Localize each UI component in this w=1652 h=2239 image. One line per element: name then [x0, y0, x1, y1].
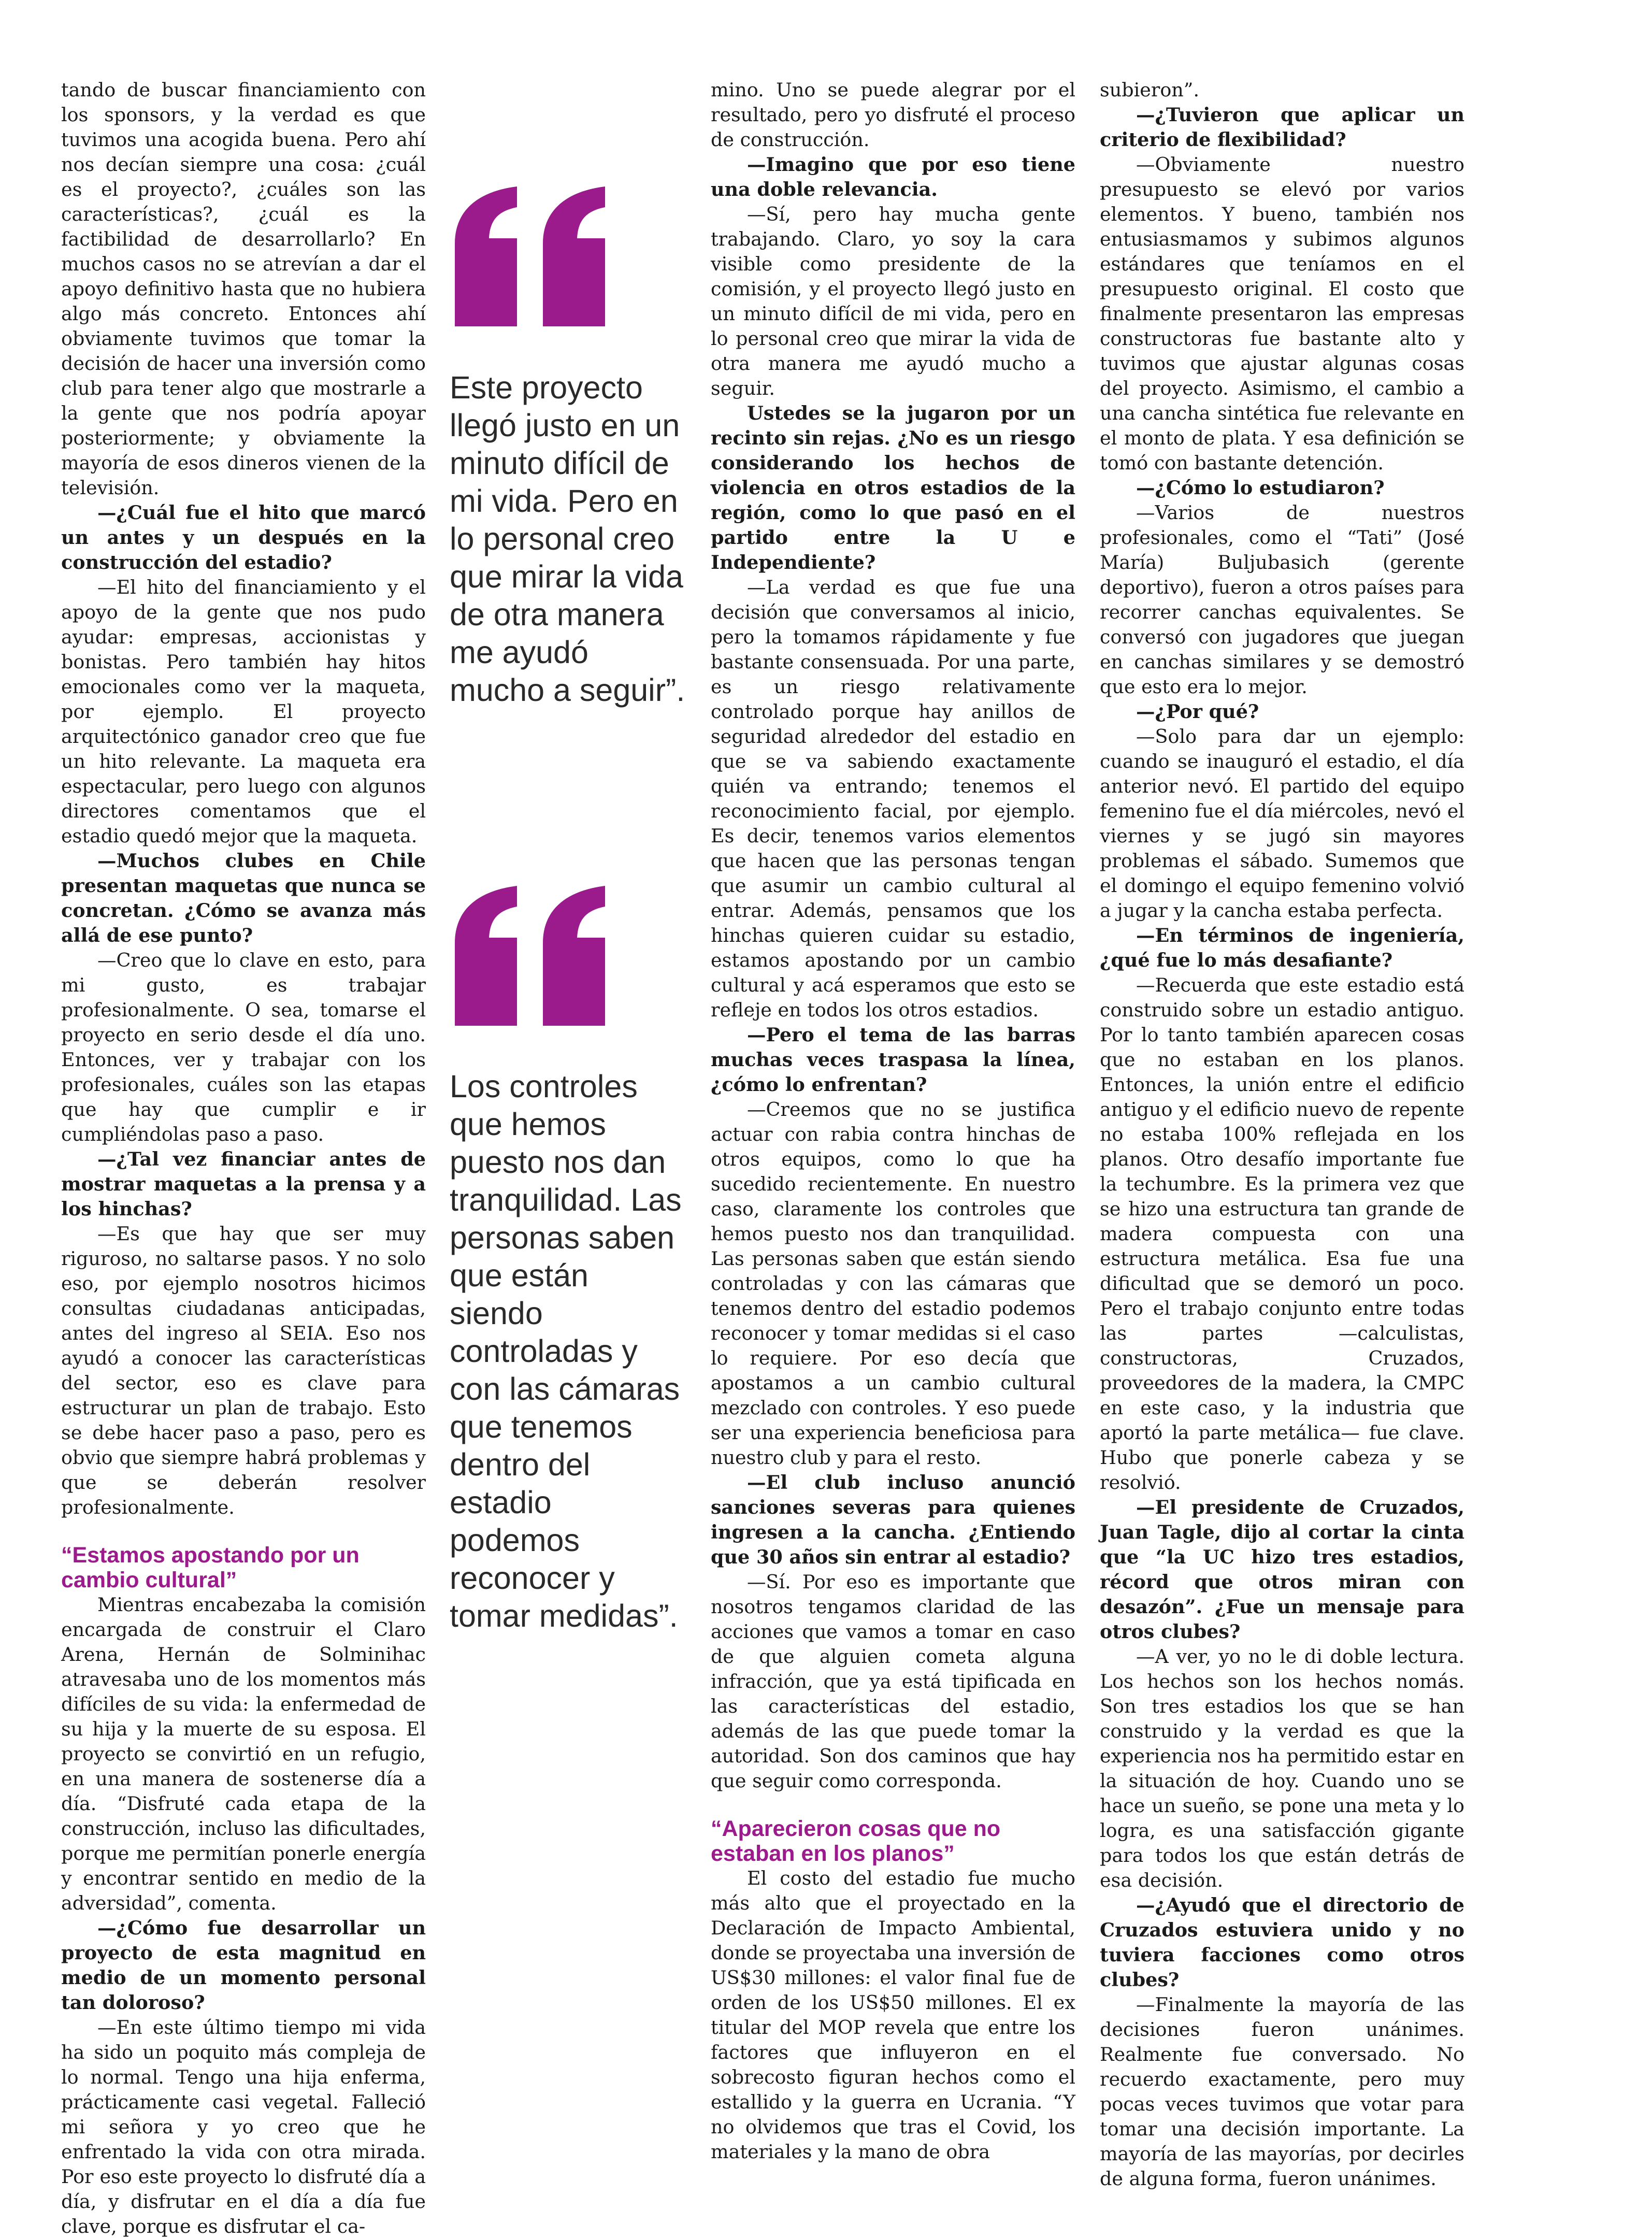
section-subheading: “Aparecieron cosas que no estaban en los planos”: [711, 1816, 1001, 1866]
answer: —La verdad es que fue una decisión que conversamos al inicio, pero la tomamos rápidamente y fue bastante consensuada. Por una parte, es un riesgo relativamente controlado porque hay anillos de seguridad alrededor del estadio en que se va sabiendo exactamente quién va entrando; tenemos el reconocimiento facial, por ejemplo. Es decir, tenemos varios elementos que hacen que las personas tengan que asumir un cambio cultural al entrar. Además, pensamos que los hinchas quieren cuidar su estadio, estamos apostando por un cambio cultural y acá esperamos que esto se refleje en todos los otros estadios.: [711, 576, 1075, 1021]
answer: —Finalmente la mayoría de las decisiones fueron unánimes. Realmente fue conversado. No recuerdo exactamente, pero muy pocas veces tuvimos que votar para tomar una decisión importante. La mayoría de las mayorías, por decirles de alguna forma, fueron unánimes.: [1100, 1993, 1464, 2190]
answer: —Sí, pero hay mucha gente trabajando. Claro, yo soy la cara visible como presidente de la comisión, y el proyecto llegó justo en un minuto difícil de mi vida, pero en lo personal creo que mirar la vida de otra manera me ayudó mucho a seguir.: [711, 203, 1075, 399]
question: —El club incluso anunció sanciones severas para quienes ingresen a la cancha. ¿Entiendo que 30 años sin entrar al estadio?: [711, 1471, 1075, 1568]
question: —¿Cuál fue el hito que marcó un antes y un después en la construcción del estadio?: [61, 501, 426, 573]
question: —¿Tuvieron que aplicar un criterio de flexibilidad?: [1100, 104, 1464, 151]
article-column-3: [711, 78, 1075, 2163]
answer: —Recuerda que este estadio está construido sobre un estadio antiguo. Por lo tanto también aparecen cosas que no estaban en los planos. Entonces, la unión entre el edificio antiguo y el edificio nuevo de repente no estaba 100% reflejada en los planos. Otro desafío importante fue la techumbre. Es la primera vez que se hizo una estructura tan grande de madera compuesta con una estructura metálica. Esa fue una dificultad que se demoró un poco. Pero el trabajo conjunto entre todas las partes —calculistas, constructoras, Cruzados, proveedores de la madera, la CMPC en este caso, y la industria que aportó la parte metálica— fue clave. Hubo que ponerle cabeza y se resolvió.: [1100, 974, 1464, 1494]
pull-quote-2: [450, 1068, 688, 1635]
paragraph: mino. Uno se puede alegrar por el resultado, pero yo disfruté el proceso de construcción.: [711, 79, 1075, 151]
answer: —Es que hay que ser muy riguroso, no saltarse pasos. Y no solo eso, por ejemplo nosotros hicimos consultas ciudadanas anticipadas, antes del ingreso al SEIA. Eso nos ayudó a conocer las características del sector, eso es clave para estructurar un plan de trabajo. Esto se debe hacer paso a paso, pero es obvio que siempre habrá problemas y que se deberán resolver profesionalmente.: [61, 1223, 426, 1518]
pull-quote-text: Los controles que hemos puesto nos dan tranquilidad. Las personas saben que están siendo controladas y con las cámaras que tenemos dentro del estadio podemos reconocer y tomar medidas”.: [450, 1069, 682, 1633]
question: —¿Tal vez financiar antes de mostrar maquetas a la prensa y a los hinchas?: [61, 1148, 426, 1220]
question: —¿Por qué?: [1136, 700, 1259, 723]
question: —¿Ayudó que el directorio de Cruzados estuviera unido y no tuviera facciones como otros clubes?: [1100, 1894, 1464, 1991]
article-column-1: [61, 78, 426, 2237]
question: —El presidente de Cruzados, Juan Tagle, dijo al cortar la cinta que “la UC hizo tres estadios, récord que otros miran con desazón”. ¿Fue un mensaje para otros clubes?: [1100, 1496, 1464, 1643]
question: —En términos de ingeniería, ¿qué fue lo más desafiante?: [1100, 924, 1464, 971]
article-column-4: [1100, 78, 1464, 2190]
section-subheading: “Estamos apostando por un cambio cultural”: [61, 1543, 360, 1592]
quote-mark-icon: [450, 181, 615, 332]
answer: —A ver, yo no le di doble lectura. Los hechos son los hechos nomás. Son tres estadios los que se han construido y la verdad es que la experiencia nos ha permitido estar en la situación de hoy. Cuando uno se hace un sueño, se pone una meta y lo logra, es una satisfacción gigante para todos los que están detrás de esa decisión.: [1100, 1645, 1464, 1891]
question: —Pero el tema de las barras muchas veces traspasa la línea, ¿cómo lo enfrentan?: [711, 1024, 1075, 1096]
paragraph: subieron”.: [1100, 79, 1200, 101]
answer: —Obviamente nuestro presupuesto se elevó por varios elementos. Y bueno, también nos entusiasmamos y subimos algunos estándares que teníamos en el presupuesto original. El costo que finalmente presentaron las empresas constructoras fue bastante alto y tuvimos que ajustar algunas cosas del proyecto. Asimismo, el cambio a una cancha sintética fue relevante en el monto de plata. Y esa definición se tomó con bastante detención.: [1100, 153, 1464, 474]
question: —¿Cómo fue desarrollar un proyecto de esta magnitud en medio de un momento personal tan doloroso?: [61, 1917, 426, 2014]
paragraph: Mientras encabezaba la comisión encargada de construir el Claro Arena, Hernán de Solminihac atravesaba uno de los momentos más difíciles de su vida: la enfermedad de su hija y la muerte de su esposa. El proyecto se convirtió en un refugio, en una manera de sostenerse día a día. “Disfruté cada etapa de la construcción, incluso las dificultades, porque me permitían ponerle energía y encontrar sentido en medio de la adversidad”, comenta.: [61, 1594, 426, 1914]
answer: —El hito del financiamiento y el apoyo de la gente que nos pudo ayudar: empresas, accionistas y bonistas. Pero también hay hitos emocionales como ver la maqueta, por ejemplo. El proyecto arquitectónico ganador creo que fue un hito relevante. La maqueta era espectacular, pero luego con algunos directores comentamos que el estadio quedó mejor que la maqueta.: [61, 576, 426, 847]
answer: —Creo que lo clave en esto, para mi gusto, es trabajar profesionalmente. O sea, tomarse el proyecto en serio desde el día uno. Entonces, ver y trabajar con los profesionales, cuáles son las etapas que hay que cumplir e ir cumpliéndolas paso a paso.: [61, 949, 426, 1145]
pull-quote-text: Este proyecto llegó justo en un minuto difícil de mi vida. Pero en lo personal creo que mirar la vida de otra manera me ayudó mucho a seguir”.: [450, 370, 685, 708]
answer: —Sí. Por eso es importante que nosotros tengamos claridad de las acciones que vamos a tomar en caso de que alguien cometa alguna infracción, que ya está tipificada en las características del estadio, además de las que puede tomar la autoridad. Son dos caminos que hay que seguir como corresponda.: [711, 1571, 1075, 1792]
answer: —Creemos que no se justifica actuar con rabia contra hinchas de otros equipos, como lo que ha sucedido recientemente. En nuestro caso, claramente los controles que hemos puesto nos dan tranquilidad. Las personas saben que están siendo controladas y con las cámaras que tenemos dentro del estadio podemos reconocer y tomar medidas si el caso lo requiere. Por eso decía que apostamos a un cambio cultural mezclado con controles. Y eso puede ser una experiencia beneficiosa para nuestro club y para el resto.: [711, 1098, 1075, 1469]
pull-quote-1: [450, 369, 688, 709]
question: —¿Cómo lo estudiaron?: [1136, 477, 1385, 499]
quote-mark-icon: [450, 881, 615, 1031]
question: Ustedes se la jugaron por un recinto sin rejas. ¿No es un riesgo considerando los hechos de violencia en otros estadios de la región, como lo que pasó en el partido entre la U e Independiente?: [711, 402, 1075, 573]
paragraph: El costo del estadio fue mucho más alto que el proyectado en la Declaración de Impacto Ambiental, donde se proyectaba una inversión de US$30 millones: el valor final fue de orden de los US$50 millones. El ex titular del MOP revela que entre los factores que influyeron en el sobrecosto figuran hechos como el estallido y la guerra en Ucrania. “Y no olvidemos que tras el Covid, los materiales y la mano de obra: [711, 1867, 1075, 2163]
question: —Imagino que por eso tiene una doble relevancia.: [711, 153, 1075, 200]
answer: —En este último tiempo mi vida ha sido un poquito más compleja de lo normal. Tengo una hija enferma, prácticamente casi vegetal. Falleció mi señora y yo creo que he enfrentado la vida con otra mirada. Por eso este proyecto lo disfruté día a día, y disfrutar en el día a día fue clave, porque es disfrutar el ca-: [61, 2016, 426, 2237]
paragraph: tando de buscar financiamiento con los sponsors, y la verdad es que tuvimos una acogida buena. Pero ahí nos decían siempre una cosa: ¿cuál es el proyecto?, ¿cuáles son las características?, ¿cuál es la factibilidad de desarrollarlo? En muchos casos no se atrevían a dar el apoyo definitivo hasta que no hubiera algo más concreto. Entonces ahí obviamente tuvimos que tomar la decisión de hacer una inversión como club para tener algo que mostrarle a la gente que nos podría apoyar posteriormente; y obviamente la mayoría de esos dineros vienen de la televisión.: [61, 79, 426, 499]
question: —Muchos clubes en Chile presentan maquetas que nunca se concretan. ¿Cómo se avanza más allá de ese punto?: [61, 850, 426, 946]
answer: —Solo para dar un ejemplo: cuando se inauguró el estadio, el día anterior nevó. El partido del equipo femenino fue el día miércoles, nevó el viernes y se jugó sin mayores problemas el sábado. Sumemos que el domingo el equipo femenino volvió a jugar y la cancha estaba perfecta.: [1100, 725, 1464, 922]
answer: —Varios de nuestros profesionales, como el “Tati” (José María) Buljubasich (gerente deportivo), fueron a otros países para recorrer canchas equivalentes. Se conversó con jugadores que juegan en canchas similares y se demostró que esto era lo mejor.: [1100, 501, 1464, 698]
